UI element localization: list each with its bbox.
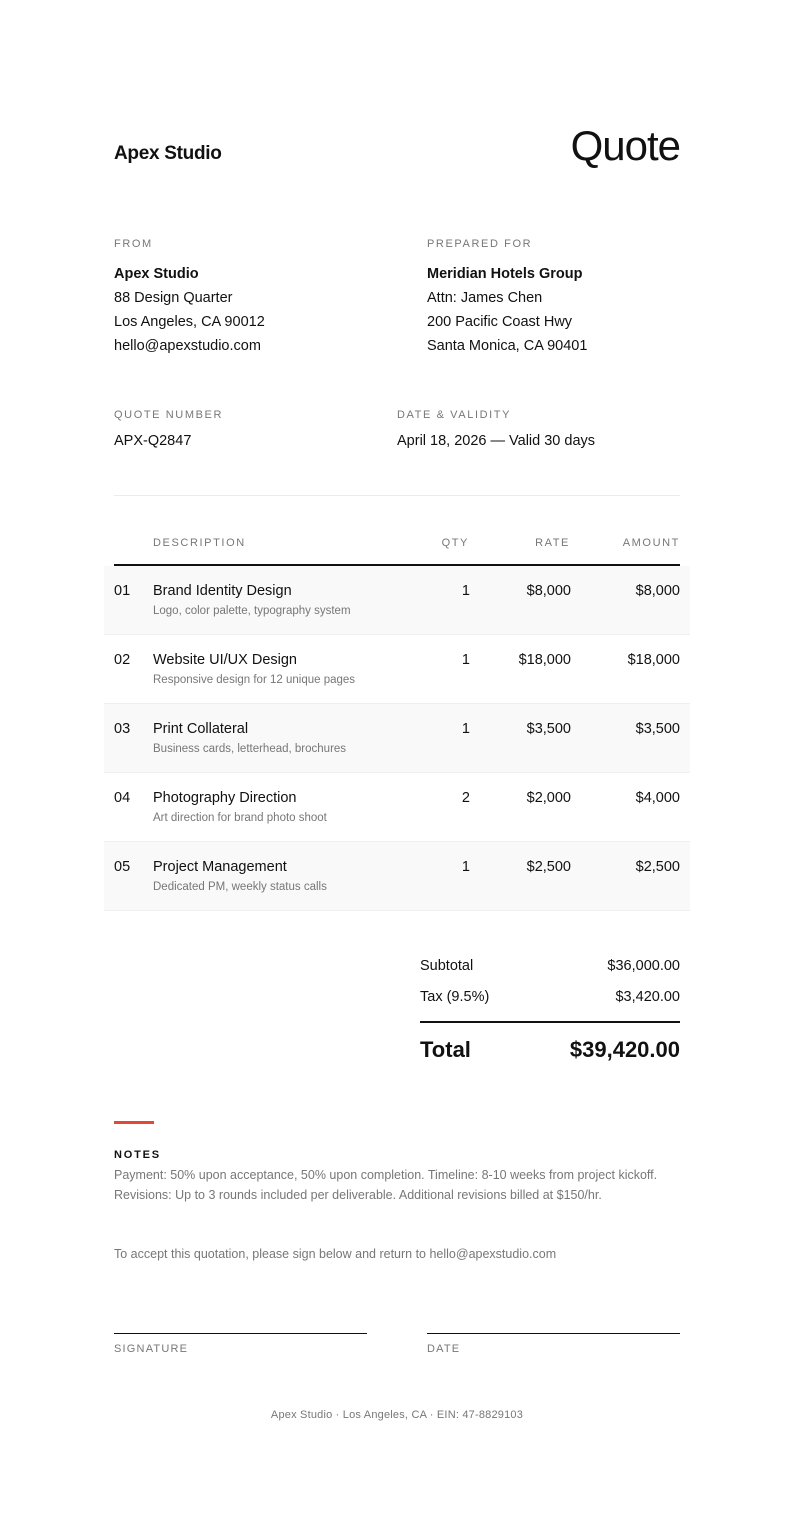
item-amount: $4,000 xyxy=(635,790,680,806)
total-row xyxy=(420,1023,680,1073)
row-number: 05 xyxy=(114,859,131,875)
signature-label: SIGNATURE xyxy=(114,1343,189,1355)
table-row xyxy=(104,635,690,704)
item-qty: 1 xyxy=(461,583,470,599)
item-title: Photography Direction xyxy=(153,790,297,806)
client-attn: Attn: James Chen xyxy=(427,290,543,306)
item-rate: $8,000 xyxy=(526,583,571,599)
header-rate: RATE xyxy=(535,537,570,549)
footer: Apex Studio · Los Angeles, CA · EIN: 47-8829103 xyxy=(270,1409,524,1421)
quote-number: APX-Q2847 xyxy=(114,433,192,449)
from-address2: Los Angeles, CA 90012 xyxy=(114,314,265,330)
from-block xyxy=(114,238,265,358)
quote-date: April 18, 2026 — Valid 30 days xyxy=(397,433,596,449)
section-divider xyxy=(114,495,680,496)
row-number: 04 xyxy=(114,790,131,806)
signature-date-label: DATE xyxy=(427,1343,461,1355)
row-number: 01 xyxy=(114,583,131,599)
item-rate: $18,000 xyxy=(518,652,571,668)
client-name: Meridian Hotels Group xyxy=(427,266,583,282)
total-value: $39,420.00 xyxy=(569,1037,680,1062)
item-amount: $18,000 xyxy=(627,652,680,668)
table-row xyxy=(104,566,690,635)
item-subtitle: Art direction for brand photo shoot xyxy=(153,812,327,824)
notes-label: NOTES xyxy=(114,1149,161,1161)
tax-value: $3,420.00 xyxy=(615,989,680,1005)
header-description: DESCRIPTION xyxy=(153,537,246,549)
brand-name: Apex Studio xyxy=(114,143,222,164)
tax-label: Tax (9.5%) xyxy=(420,989,490,1005)
totals-block xyxy=(420,955,680,1073)
from-label: FROM xyxy=(114,238,153,250)
item-qty: 2 xyxy=(461,790,470,806)
subtotal-value: $36,000.00 xyxy=(607,958,680,974)
date-signature-line xyxy=(427,1333,680,1355)
item-subtitle: Dedicated PM, weekly status calls xyxy=(153,881,327,893)
date-label: DATE & VALIDITY xyxy=(397,409,512,421)
item-rate: $3,500 xyxy=(526,721,571,737)
date-block xyxy=(397,409,595,449)
table-row xyxy=(104,704,690,773)
item-subtitle: Responsive design for 12 unique pages xyxy=(153,674,356,686)
prepared-for-block xyxy=(427,238,587,358)
from-name: Apex Studio xyxy=(114,266,199,282)
item-title: Project Management xyxy=(153,859,287,875)
from-email: hello@apexstudio.com xyxy=(114,338,261,354)
item-title: Brand Identity Design xyxy=(153,583,292,599)
item-rate: $2,500 xyxy=(526,859,571,875)
quote-number-label: QUOTE NUMBER xyxy=(114,409,224,421)
item-amount: $3,500 xyxy=(635,721,680,737)
item-title: Website UI/UX Design xyxy=(153,652,297,668)
item-rate: $2,000 xyxy=(526,790,571,806)
signature-line xyxy=(114,1333,367,1355)
item-subtitle: Logo, color palette, typography system xyxy=(153,605,351,617)
notes-line: Payment: 50% upon acceptance, 50% upon completion. Timeline: 8-10 weeks from project kickoff. xyxy=(114,1168,658,1182)
notes-line: Revisions: Up to 3 rounds included per deliverable. Additional revisions billed at $150/hr. xyxy=(114,1187,602,1202)
item-subtitle: Business cards, letterhead, brochures xyxy=(153,743,347,755)
quote-number-block xyxy=(114,409,223,449)
line-items-table xyxy=(104,530,690,911)
client-address1: 200 Pacific Coast Hwy xyxy=(427,314,573,330)
row-number: 03 xyxy=(114,721,131,737)
notes-accent-bar xyxy=(114,1121,154,1124)
item-qty: 1 xyxy=(461,652,470,668)
table-row xyxy=(104,773,690,842)
item-amount: $2,500 xyxy=(635,859,680,875)
item-amount: $8,000 xyxy=(635,583,680,599)
notes-text xyxy=(114,1166,684,1205)
row-number: 02 xyxy=(114,652,131,668)
table-row xyxy=(104,842,690,911)
subtotal-label: Subtotal xyxy=(420,958,474,974)
total-label: Total xyxy=(420,1037,471,1062)
tax-row xyxy=(420,986,680,1017)
acceptance-instructions: To accept this quotation, please sign below and return to hello@apexstudio.com xyxy=(114,1247,557,1261)
header-amount: AMOUNT xyxy=(622,537,680,549)
from-address1: 88 Design Quarter xyxy=(114,290,233,306)
item-title: Print Collateral xyxy=(153,721,249,737)
item-qty: 1 xyxy=(461,721,470,737)
header-qty: QTY xyxy=(441,537,469,549)
document-title: Quote xyxy=(570,122,680,169)
client-address2: Santa Monica, CA 90401 xyxy=(427,338,588,354)
table-header xyxy=(114,530,680,566)
subtotal-row xyxy=(420,955,680,986)
item-qty: 1 xyxy=(461,859,470,875)
prepared-for-label: PREPARED FOR xyxy=(427,238,533,250)
